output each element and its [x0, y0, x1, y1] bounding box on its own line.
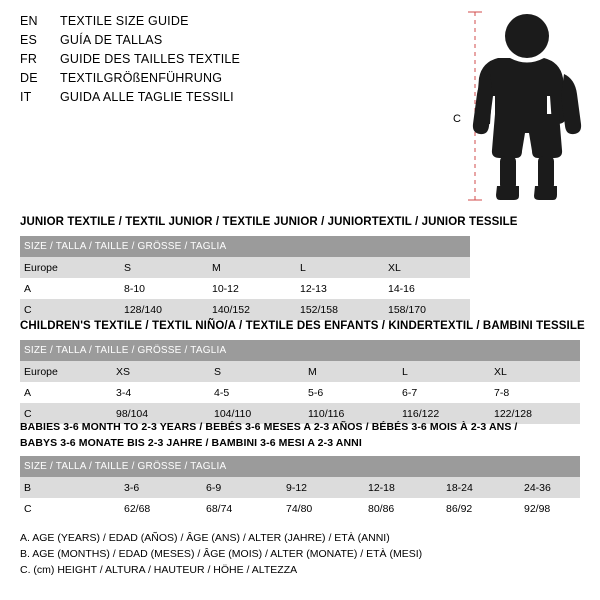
table-header-row — [20, 340, 580, 361]
language-code: EN — [20, 14, 38, 28]
table-row — [20, 299, 470, 320]
cell: 158/170 — [384, 299, 470, 320]
language-title: GUIDE DES TAILLES TEXTILE — [60, 52, 241, 66]
legend-line-b: B. AGE (MONTHS) / EDAD (MESES) / ÂGE (MOIS) / ALTER (MONATE) / ETÀ (MESI) — [20, 548, 423, 560]
table-babies — [20, 456, 580, 519]
cell: 128/140 — [120, 299, 208, 320]
section-title-junior: JUNIOR TEXTILE / TEXTIL JUNIOR / TEXTILE JUNIOR / JUNIORTEXTIL / JUNIOR TESSILE — [20, 216, 518, 228]
section-title-babies-line2: BABYS 3-6 MONATE BIS 2-3 JAHRE / BAMBINI 3-6 MESI A 2-3 ANNI — [20, 437, 362, 449]
legend-line-c: C. (cm) HEIGHT / ALTURA / HAUTEUR / HÖHE / ALTEZZA — [20, 564, 298, 576]
table-row — [20, 361, 580, 382]
legend-block — [20, 530, 422, 578]
language-row — [20, 52, 440, 71]
cell: 122/128 — [490, 403, 580, 424]
cell: 74/80 — [282, 498, 364, 519]
cell: M — [304, 361, 398, 382]
cell: 8-10 — [120, 278, 208, 299]
table-children — [20, 340, 580, 424]
cell: 14-16 — [384, 278, 470, 299]
language-row — [20, 33, 440, 52]
cell: 7-8 — [490, 382, 580, 403]
cell: S — [210, 361, 304, 382]
table-junior — [20, 236, 470, 320]
cell: M — [208, 257, 296, 278]
row-label: B — [20, 477, 120, 498]
language-title: TEXTILGRÖßENFÜHRUNG — [60, 71, 223, 85]
cell: 3-6 — [120, 477, 202, 498]
cell: 10-12 — [208, 278, 296, 299]
section-title-children: CHILDREN'S TEXTILE / TEXTIL NIÑO/A / TEXTILE DES ENFANTS / KINDERTEXTIL / BAMBINI TESSILE — [20, 320, 585, 332]
language-row — [20, 90, 440, 109]
language-header-block — [20, 14, 440, 109]
cell: 5-6 — [304, 382, 398, 403]
measure-label-c: C — [453, 113, 461, 125]
row-label: C — [20, 403, 112, 424]
cell: 116/122 — [398, 403, 490, 424]
cell: 9-12 — [282, 477, 364, 498]
table-row — [20, 382, 580, 403]
cell: L — [398, 361, 490, 382]
row-label: Europe — [20, 361, 112, 382]
section-title-babies-line1: BABIES 3-6 MONTH TO 2-3 YEARS / BEBÉS 3-6 MESES A 2-3 AÑOS / BÉBÉS 3-6 MOIS À 2-3 ANS / — [20, 421, 518, 433]
language-code: FR — [20, 52, 38, 66]
legend-line-a: A. AGE (YEARS) / EDAD (AÑOS) / ÂGE (ANS) / ALTER (JAHRE) / ETÀ (ANNI) — [20, 532, 390, 544]
cell: XL — [490, 361, 580, 382]
figure-panel — [450, 8, 590, 203]
language-row — [20, 14, 440, 33]
row-label: Europe — [20, 257, 120, 278]
cell: 4-5 — [210, 382, 304, 403]
table-row — [20, 498, 580, 519]
cell: 110/116 — [304, 403, 398, 424]
cell: 86/92 — [442, 498, 520, 519]
cell: 6-7 — [398, 382, 490, 403]
row-label: C — [20, 498, 120, 519]
row-label: A — [20, 278, 120, 299]
cell: XL — [384, 257, 470, 278]
cell: 68/74 — [202, 498, 282, 519]
language-code: DE — [20, 71, 38, 85]
cell: 62/68 — [120, 498, 202, 519]
cell: 3-4 — [112, 382, 210, 403]
language-title: TEXTILE SIZE GUIDE — [60, 14, 189, 28]
table-row — [20, 257, 470, 278]
table-row — [20, 477, 580, 498]
table-header-label: SIZE / TALLA / TAILLE / GRÖSSE / TAGLIA — [20, 340, 580, 361]
cell: 80/86 — [364, 498, 442, 519]
cell: 98/104 — [112, 403, 210, 424]
cell: 18-24 — [442, 477, 520, 498]
table-header-label: SIZE / TALLA / TAILLE / GRÖSSE / TAGLIA — [20, 456, 580, 477]
cell: 6-9 — [202, 477, 282, 498]
cell: 140/152 — [208, 299, 296, 320]
language-code: ES — [20, 33, 38, 47]
cell: 12-13 — [296, 278, 384, 299]
toddler-silhouette-icon — [450, 8, 590, 203]
cell: S — [120, 257, 208, 278]
cell: L — [296, 257, 384, 278]
table-header-row — [20, 456, 580, 477]
language-code: IT — [20, 90, 32, 104]
cell: 24-36 — [520, 477, 580, 498]
language-title: GUIDA ALLE TAGLIE TESSILI — [60, 90, 234, 104]
language-row — [20, 71, 440, 90]
row-label: A — [20, 382, 112, 403]
table-row — [20, 278, 470, 299]
table-header-row — [20, 236, 470, 257]
cell: 152/158 — [296, 299, 384, 320]
cell: 92/98 — [520, 498, 580, 519]
cell: 104/110 — [210, 403, 304, 424]
language-title: GUÍA DE TALLAS — [60, 33, 163, 47]
cell: 12-18 — [364, 477, 442, 498]
cell: XS — [112, 361, 210, 382]
row-label: C — [20, 299, 120, 320]
table-header-label: SIZE / TALLA / TAILLE / GRÖSSE / TAGLIA — [20, 236, 470, 257]
